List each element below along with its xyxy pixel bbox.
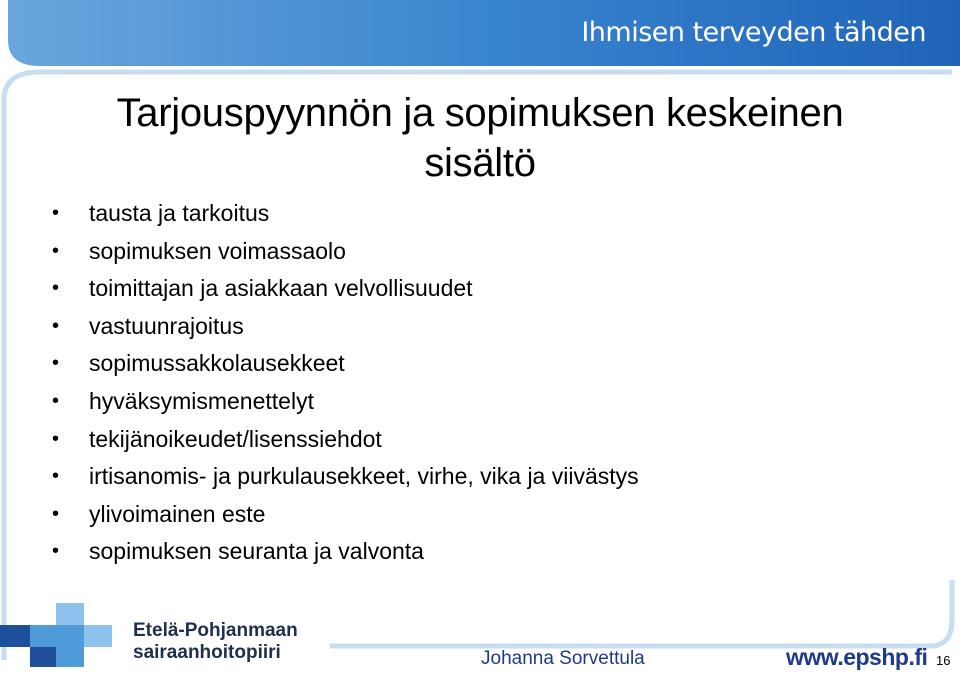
- bullet-item: • tekijänoikeudet/lisenssiehdot: [50, 421, 639, 459]
- logo-cross-icon: [0, 603, 112, 667]
- header-tagline: Ihmisen terveyden tähden: [581, 17, 926, 48]
- slide-title: [60, 88, 900, 188]
- page-number: 16: [936, 653, 951, 668]
- bullet-item: • sopimussakkolausekkeet: [50, 345, 639, 383]
- slide-title-line1: Tarjouspyynnön ja sopimuksen keskeinen: [116, 91, 844, 135]
- footer-website-link[interactable]: www.epshp.fi: [786, 644, 928, 670]
- bullet-item: • toimittajan ja asiakkaan velvollisuudet: [50, 270, 639, 308]
- bullet-item: • vastuunrajoitus: [50, 308, 639, 346]
- bullet-item: • sopimuksen seuranta ja valvonta: [50, 533, 639, 571]
- bullet-item: • ylivoimainen este: [50, 496, 639, 534]
- logo-text-line1: Etelä-Pohjanmaan: [133, 620, 298, 641]
- footer-author: Johanna Sorvettula: [481, 648, 645, 669]
- logo-text: [133, 620, 298, 664]
- logo-text-line2: sairaanhoitopiiri: [133, 642, 281, 663]
- bullet-list: [50, 195, 639, 571]
- bullet-item: • sopimuksen voimassaolo: [50, 233, 639, 271]
- bullet-item: • irtisanomis- ja purkulausekkeet, virhe, vika ja viivästys: [50, 458, 639, 496]
- bullet-item: • tausta ja tarkoitus: [50, 195, 639, 233]
- slide-title-line2: sisältö: [424, 141, 536, 185]
- bullet-item: • hyväksymismenettelyt: [50, 383, 639, 421]
